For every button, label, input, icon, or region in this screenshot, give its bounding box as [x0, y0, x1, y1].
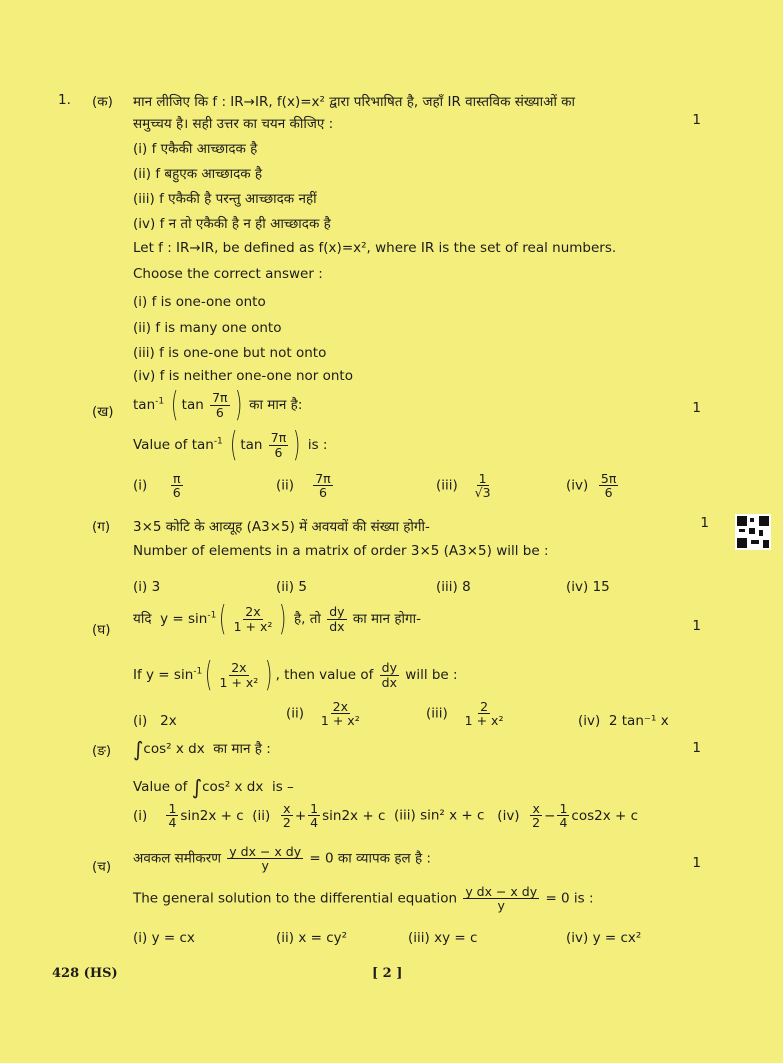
fraction-denominator: 6 — [215, 404, 224, 420]
sin-inverse: $y = \sin^{-1}$ — [146, 666, 203, 683]
part-d-option-2: (ii) $\frac{2x}{\text{1 + x²}}$ — [286, 699, 360, 729]
part-a-english-line1: Let f : IR→IR, be defined as f(x)=x², where IR is the set of real numbers. — [133, 240, 617, 256]
part-c-english: Number of elements in a matrix of order 3×5 (A3×5) will be : — [133, 543, 549, 559]
part-d-option-3: (iii) $\frac{2}{\text{1 + x²}}$ — [426, 699, 504, 729]
qr-code-icon — [735, 514, 771, 550]
part-d-mark: 1 — [692, 618, 701, 634]
part-d-option-1: (i) 2x — [133, 713, 177, 729]
page-number: [ 2 ] — [372, 966, 403, 981]
part-f-mark: 1 — [692, 855, 701, 871]
part-e-mark: 1 — [692, 740, 701, 756]
part-d-option-4: (iv) 2 tan⁻¹ x — [578, 713, 669, 729]
part-c-option: (iv) 15 — [566, 579, 610, 595]
part-f-hindi-expression: अवकल समीकरण $\frac{\text{y dx − x dy}}{y}$ = 0 का व्यापक हल है : — [133, 844, 431, 874]
part-f-hindi-tail: का व्यापक हल है : — [337, 850, 431, 867]
part-d-label: (घ) — [92, 622, 111, 638]
part-a-english-line2: Choose the correct answer : — [133, 266, 323, 282]
part-a-hindi-line2: समुच्चय है। सही उत्तर का चयन कीजिए : — [133, 116, 334, 132]
part-d-english-tail: will be : — [405, 667, 458, 683]
part-f-hindi-head: अवकल समीकरण — [133, 850, 221, 867]
part-f-option: (i) y = cx — [133, 930, 195, 946]
part-b-mark: 1 — [692, 400, 701, 416]
part-c-hindi: 3×5 कोटि के आव्यूह (A3×5) में अवयवों की संख्या होगी- — [133, 519, 430, 535]
part-a-hindi-option: (i) f एकैकी आच्छादक है — [133, 141, 258, 157]
part-b-english-expression: Value of $\tan^{-1}$ ( tan $\frac{7\pi}{6}$ ) is : — [133, 425, 328, 465]
part-b-option-1: (i) $\frac{\pi}{6}$ — [133, 471, 181, 501]
part-d-hindi-mid: है, तो — [293, 611, 321, 627]
part-e-hindi-tail: का मान है : — [213, 741, 271, 757]
part-b-label: (ख) — [92, 404, 114, 420]
part-e-option-2: (ii) $\frac{x}{2}$ + $\frac{1}{4}$ sin2x + c — [252, 801, 386, 831]
part-d-english-if: If — [133, 667, 142, 683]
part-f-option: (ii) x = cy² — [276, 930, 348, 946]
part-f-english-expression: The general solution to the differential equation $\frac{\text{y dx − x dy}}{y}$ = 0 is : — [133, 884, 594, 914]
part-c-label: (ग) — [92, 519, 111, 535]
part-e-english-tail: is – — [271, 779, 294, 795]
part-e-option-3: (iii) sin² x + c — [393, 807, 485, 824]
part-d-hindi-if: यदि — [133, 611, 152, 627]
part-b-option-4: (iv) $\frac{5\pi}{6}$ — [566, 471, 617, 501]
part-b-english-head: Value of — [133, 437, 188, 453]
part-a-hindi-line1: मान लीजिए कि f : IR→IR, f(x)=x² द्वारा परिभाषित है, जहाँ IR वास्तविक संख्याओं का — [133, 94, 576, 110]
part-b-hindi-expression: $\tan^{-1}$ ( tan $\frac{7\pi}{6}$ ) का मान है: — [133, 385, 303, 425]
fraction-numerator: 7π — [212, 390, 228, 406]
part-b-hindi-tail: का मान है: — [249, 397, 303, 413]
part-f-option: (iii) xy = c — [408, 930, 478, 946]
part-e-english-head: Value of — [133, 779, 188, 795]
part-e-label: (ङ) — [92, 743, 112, 759]
part-f-english-tail: = 0 is : — [545, 890, 594, 907]
part-c-option: (i) 3 — [133, 579, 161, 595]
equals-zero: = 0 — [309, 850, 334, 867]
sin-inverse: $y = \sin^{-1}$ — [160, 610, 217, 627]
part-d-hindi-expression: यदि $y = \sin^{-1}$( $\frac{2x}{\text{1 + x²}}$ ) है, तो $\frac{dy}{dx}$ का मान होगा- — [133, 599, 421, 639]
integral-sign: ∫ — [133, 737, 144, 761]
part-b-option-3: (iii) $\frac{1}{√3}$ — [436, 471, 491, 501]
part-a-mark: 1 — [692, 112, 701, 128]
paper-code: 428 (HS) — [52, 966, 118, 981]
part-c-option: (iii) 8 — [436, 579, 471, 595]
part-e-option-1: (i) $\frac{1}{4}$ sin2x + c — [133, 801, 244, 831]
tan-text: tan — [181, 397, 204, 413]
part-d-english-mid: , then value of — [275, 667, 374, 683]
part-a-english-option: (iii) f is one-one but not onto — [133, 345, 327, 361]
part-e-options-row — [133, 802, 638, 829]
tan-inverse: $\tan^{-1}$ — [191, 436, 223, 453]
part-d-hindi-tail: का मान होगा- — [352, 611, 421, 627]
part-a-hindi-option: (ii) f बहुएक आच्छादक है — [133, 166, 263, 182]
part-e-hindi-expression — [133, 737, 271, 761]
integrand: cos² x dx — [143, 741, 205, 757]
tan-inverse: $\tan^{-1}$ — [133, 396, 165, 413]
part-b-option-2: (ii) $\frac{7\pi}{6}$ — [276, 471, 331, 501]
part-c-option: (ii) 5 — [276, 579, 307, 595]
part-a-english-option: (i) f is one-one onto — [133, 294, 266, 310]
part-e-english-expression: Value of ∫cos² x dx is – — [133, 775, 294, 799]
part-a-english-option: (ii) f is many one onto — [133, 320, 282, 336]
tan-text: tan — [240, 437, 263, 453]
part-b-english-tail: is : — [307, 437, 328, 453]
part-e-option-4: (iv) $\frac{x}{2}$ − $\frac{1}{4}$ cos2x + c — [497, 801, 639, 831]
part-f-option: (iv) y = cx² — [566, 930, 642, 946]
question-number: 1. — [58, 92, 71, 108]
part-a-label: (क) — [92, 94, 113, 110]
part-a-hindi-option: (iii) f एकैकी है परन्तु आच्छादक नहीं — [133, 191, 317, 207]
part-a-english-option: (iv) f is neither one-one nor onto — [133, 368, 353, 384]
part-a-hindi-option: (iv) f न तो एकैकी है न ही आच्छादक है — [133, 216, 331, 232]
part-f-label: (च) — [92, 859, 112, 875]
part-c-mark: 1 — [700, 515, 709, 531]
part-d-english-expression: If $y = \sin^{-1}$( $\frac{2x}{\text{1 + x²}}$ ) , then value of $\frac{dy}{dx}$ will be : — [133, 655, 458, 695]
part-f-english-head: The general solution to the differential equation — [133, 890, 458, 907]
